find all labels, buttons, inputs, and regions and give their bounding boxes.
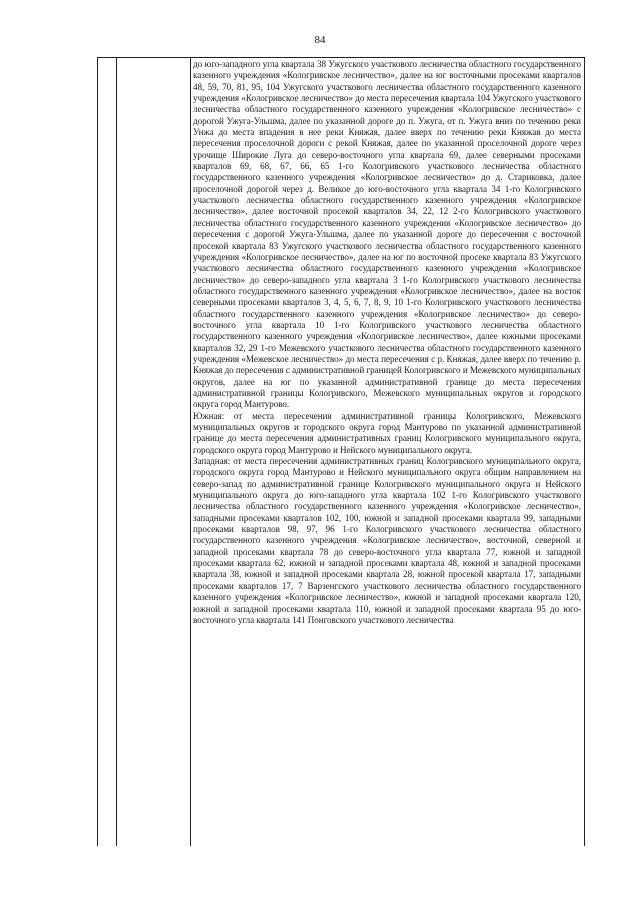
paragraph-northern-continued: до юго-западного угла квартала 38 Ужугского участкового лесничества областного государственного казенного учреждения «Кологривское лесничество», далее на юг восточными просеками кварталов 48, 59, 70, 81, 95, 104 Ужугского участкового лесничества областного государственного казенного учреждения «Кологривское лесничество» до места пересечения квартала 104 Ужугского участкового лесничества областного государственного казенного учреждения «Кологривское лесничество» с дорогой Ужуга-Ульшма, далее по указанной дороге до п. Ужуга, от п. Ужуга вниз по течению реки Унжа до места впадения в нее реки Княжая, далее вверх по течению реки Княжая до места пересечения проселочной дороги с рекой Княжая, далее по указанной проселочной дороге через урочище Широкие Луга до северо-восточного угла квартала 69, далее северными просеками кварталов 69, 68, 67, 66, 65 1-го Кологривского участкового лесничества областного государственного казенного учреждения «Кологривское лесничество» до д. Стариковка, далее проселочной дорогой через д. Великое до юго-восточного угла квартала 34 1-го Кологривского участкового лесничества областного государственного казенного учреждения «Кологривское лесничество», далее восточной просекой кварталов 34, 22, 12 2-го Кологривского участкового лесничества областного государственного казенного учреждения «Кологривское лесничество» до пересечения с дорогой Ужуга-Ульшма, далее по указанной дороге до пересечения с восточной просекой квартала 83 Ужугского участкового лесничества областного государственного казенного учреждения «Кологривское лесничество», далее на юг по восточной просеке квартала 83 Ужугского участкового лесничества областного государственного казенного учреждения «Кологривское лесничество» до северо-западного угла квартала 3 1-го Кологривского участкового лесничества областного государственного казенного учреждения «Кологривское лесничество», далее на восток северными просеками кварталов 3, 4, 5, 6, 7, 8, 9, 10 1-го Кологривского участкового лесничества областного государственного казенного учреждения «Кологривское лесничество» до северо-восточного угла квартала 10 1-го Кологривского участкового лесничества областного государственного казенного учреждения «Кологривское лесничество», далее южными просеками кварталов 32, 29 1-го Межевского участкового лесничества областного государственного казенного учреждения «Межевское лесничество» до места пересечения с р. Княжая, далее вверх по течению р. Княжая до пересечения с административной границей Кологривского и Межевского муниципальных округов, далее на юг по указанной административной границе до места пересечения административной границы Кологривского, Межевского муниципальных округов и городского округа город Мантурово. (193, 59, 581, 410)
document-table (97, 57, 585, 846)
column-divider-1 (116, 58, 117, 846)
paragraph-southern: Южная: от места пересечения административной границы Кологривского, Межевского муниципальных округов и городского округа город Мантурово по указанной административной границе до места пересечения административных границ Кологривского муниципального округа, городского округа город Мантурово и Нейского муниципального округа. (193, 410, 581, 455)
column-divider-2 (190, 58, 191, 846)
table-text-cell (193, 59, 581, 846)
page-number: 84 (314, 34, 326, 46)
paragraph-western: Западная: от места пересечения административных границ Кологривского муниципального округа, городского округа город Мантурово и Нейского муниципального округа общим направлением на северо-запад по административной границе Кологривского муниципального округа и Нейского муниципального округа до юго-западного угла квартала 102 1-го Кологривского участкового лесничества областного государственного казенного учреждения «Кологривское лесничество», западными просеками кварталов 102, 100, южной и западной просеками квартала 99, западными просеками кварталов 98, 97, 96 1-го Кологривского участкового лесничества областного государственного казенного учреждения «Кологривское лесничество», восточной, северной и западной просеками квартала 78 до северо-восточного угла квартала 77, южной и западной просеками квартала 62, южной и западной просеками квартала 48, южной и западной просеками квартала 38, южной и западной просеками квартала 28, южной просекой квартала 17, западными просеками кварталов 17, 7 Варзенгского участкового лесничества областного государственного казенного учреждения «Кологривское лесничество», южной и западной просеками квартала 120, южной и западной просеками квартала 110, южной и западной просеками квартала 95 до юго-восточного угла квартала 141 Понговского участкового лесничества (193, 456, 581, 625)
